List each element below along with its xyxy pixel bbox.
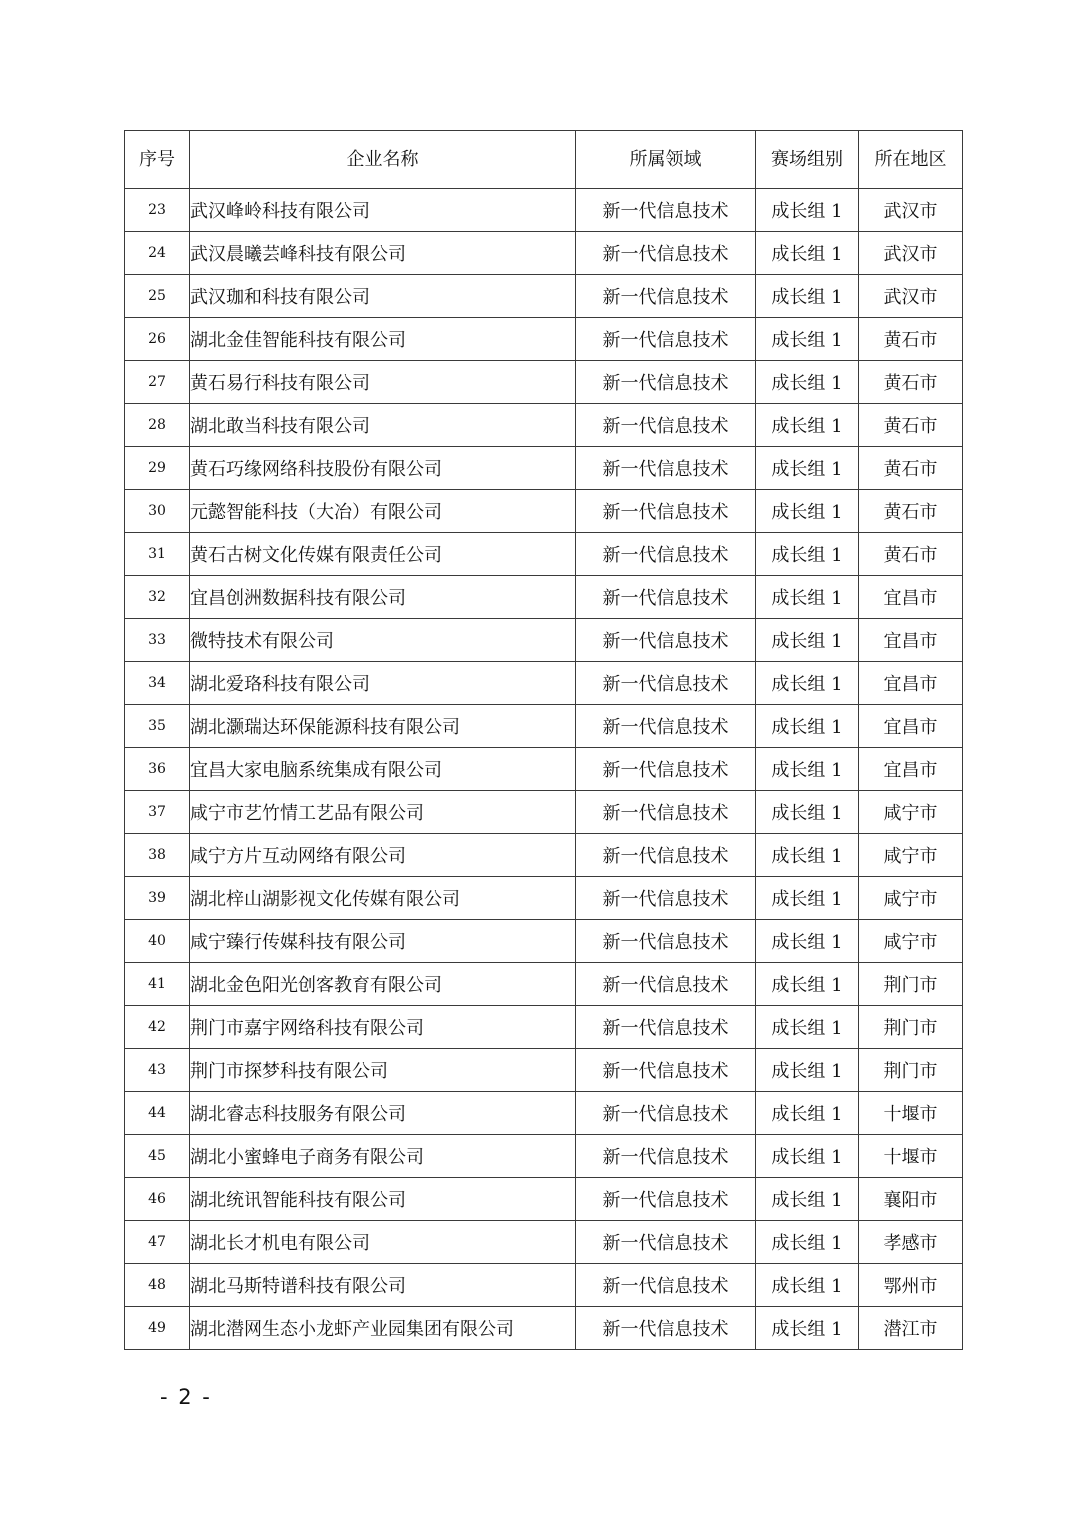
cell-competition-group: 成长组 1 [756,662,859,705]
table-row [125,318,963,361]
cell-competition-group: 成长组 1 [756,705,859,748]
cell-company-name: 元懿智能科技（大冶）有限公司 [190,490,576,533]
table-body [125,189,963,1350]
cell-company-name: 荆门市探梦科技有限公司 [190,1049,576,1092]
cell-region: 宜昌市 [859,662,963,705]
page-number: - 2 - [160,1385,212,1409]
cell-competition-group: 成长组 1 [756,1221,859,1264]
cell-field: 新一代信息技术 [576,791,756,834]
table-row [125,1307,963,1350]
cell-index: 42 [125,1006,190,1049]
cell-field: 新一代信息技术 [576,232,756,275]
cell-region: 荆门市 [859,1006,963,1049]
table-row [125,275,963,318]
cell-competition-group: 成长组 1 [756,1049,859,1092]
table-row [125,619,963,662]
table-row [125,963,963,1006]
cell-index: 26 [125,318,190,361]
cell-index: 35 [125,705,190,748]
cell-company-name: 湖北梓山湖影视文化传媒有限公司 [190,877,576,920]
cell-index: 43 [125,1049,190,1092]
cell-index: 45 [125,1135,190,1178]
cell-field: 新一代信息技术 [576,447,756,490]
cell-company-name: 咸宁臻行传媒科技有限公司 [190,920,576,963]
cell-field: 新一代信息技术 [576,318,756,361]
cell-company-name: 湖北金佳智能科技有限公司 [190,318,576,361]
table-row [125,748,963,791]
cell-competition-group: 成长组 1 [756,619,859,662]
cell-field: 新一代信息技术 [576,1221,756,1264]
cell-company-name: 湖北敢当科技有限公司 [190,404,576,447]
cell-index: 27 [125,361,190,404]
cell-company-name: 宜昌大家电脑系统集成有限公司 [190,748,576,791]
cell-index: 34 [125,662,190,705]
cell-region: 黄石市 [859,490,963,533]
table-row [125,705,963,748]
cell-field: 新一代信息技术 [576,748,756,791]
table-row [125,189,963,232]
cell-competition-group: 成长组 1 [756,791,859,834]
cell-company-name: 湖北潜网生态小龙虾产业园集团有限公司 [190,1307,576,1350]
header-region: 所在地区 [859,131,963,189]
table-row [125,1006,963,1049]
cell-company-name: 宜昌创洲数据科技有限公司 [190,576,576,619]
cell-field: 新一代信息技术 [576,361,756,404]
cell-field: 新一代信息技术 [576,189,756,232]
company-roster-table [124,130,963,1350]
cell-competition-group: 成长组 1 [756,576,859,619]
cell-region: 黄石市 [859,361,963,404]
cell-company-name: 荆门市嘉宇网络科技有限公司 [190,1006,576,1049]
cell-company-name: 黄石巧缘网络科技股份有限公司 [190,447,576,490]
header-competition-group: 赛场组别 [756,131,859,189]
cell-index: 37 [125,791,190,834]
cell-field: 新一代信息技术 [576,576,756,619]
cell-competition-group: 成长组 1 [756,189,859,232]
cell-competition-group: 成长组 1 [756,1135,859,1178]
cell-field: 新一代信息技术 [576,1006,756,1049]
cell-region: 十堰市 [859,1135,963,1178]
table-header-row [125,131,963,189]
table-row [125,1264,963,1307]
cell-region: 武汉市 [859,232,963,275]
table-row [125,920,963,963]
table-row [125,576,963,619]
table-row [125,232,963,275]
cell-region: 咸宁市 [859,877,963,920]
cell-competition-group: 成长组 1 [756,275,859,318]
cell-region: 孝感市 [859,1221,963,1264]
cell-index: 28 [125,404,190,447]
cell-competition-group: 成长组 1 [756,920,859,963]
table-row [125,877,963,920]
cell-index: 49 [125,1307,190,1350]
cell-region: 荆门市 [859,963,963,1006]
cell-company-name: 咸宁市艺竹情工艺品有限公司 [190,791,576,834]
cell-field: 新一代信息技术 [576,1092,756,1135]
cell-region: 荆门市 [859,1049,963,1092]
cell-field: 新一代信息技术 [576,533,756,576]
cell-competition-group: 成长组 1 [756,447,859,490]
cell-region: 鄂州市 [859,1264,963,1307]
cell-company-name: 微特技术有限公司 [190,619,576,662]
cell-index: 38 [125,834,190,877]
cell-company-name: 武汉珈和科技有限公司 [190,275,576,318]
cell-competition-group: 成长组 1 [756,232,859,275]
cell-index: 40 [125,920,190,963]
cell-index: 25 [125,275,190,318]
table-row [125,447,963,490]
cell-company-name: 湖北金色阳光创客教育有限公司 [190,963,576,1006]
cell-company-name: 湖北小蜜蜂电子商务有限公司 [190,1135,576,1178]
cell-index: 23 [125,189,190,232]
header-field: 所属领域 [576,131,756,189]
cell-region: 武汉市 [859,275,963,318]
cell-company-name: 湖北爱珞科技有限公司 [190,662,576,705]
cell-competition-group: 成长组 1 [756,963,859,1006]
cell-field: 新一代信息技术 [576,963,756,1006]
cell-competition-group: 成长组 1 [756,1092,859,1135]
cell-competition-group: 成长组 1 [756,1264,859,1307]
cell-company-name: 湖北睿志科技服务有限公司 [190,1092,576,1135]
cell-field: 新一代信息技术 [576,662,756,705]
cell-index: 46 [125,1178,190,1221]
cell-field: 新一代信息技术 [576,490,756,533]
cell-competition-group: 成长组 1 [756,490,859,533]
cell-company-name: 武汉峰岭科技有限公司 [190,189,576,232]
cell-company-name: 湖北马斯特谱科技有限公司 [190,1264,576,1307]
cell-index: 48 [125,1264,190,1307]
cell-region: 咸宁市 [859,791,963,834]
cell-region: 宜昌市 [859,748,963,791]
table-row [125,404,963,447]
table-row [125,791,963,834]
cell-region: 黄石市 [859,318,963,361]
cell-competition-group: 成长组 1 [756,533,859,576]
cell-competition-group: 成长组 1 [756,1006,859,1049]
table-row [125,1092,963,1135]
cell-field: 新一代信息技术 [576,1135,756,1178]
cell-index: 33 [125,619,190,662]
cell-field: 新一代信息技术 [576,920,756,963]
cell-index: 30 [125,490,190,533]
cell-company-name: 湖北长才机电有限公司 [190,1221,576,1264]
table-row [125,1049,963,1092]
cell-competition-group: 成长组 1 [756,748,859,791]
cell-index: 39 [125,877,190,920]
cell-company-name: 湖北灏瑞达环保能源科技有限公司 [190,705,576,748]
cell-field: 新一代信息技术 [576,619,756,662]
cell-region: 宜昌市 [859,576,963,619]
cell-region: 黄石市 [859,404,963,447]
header-index: 序号 [125,131,190,189]
cell-region: 襄阳市 [859,1178,963,1221]
cell-index: 41 [125,963,190,1006]
cell-field: 新一代信息技术 [576,404,756,447]
table-row [125,533,963,576]
cell-index: 36 [125,748,190,791]
table-row [125,1178,963,1221]
cell-competition-group: 成长组 1 [756,318,859,361]
cell-company-name: 武汉晨曦芸峰科技有限公司 [190,232,576,275]
cell-index: 47 [125,1221,190,1264]
cell-competition-group: 成长组 1 [756,1307,859,1350]
cell-region: 黄石市 [859,447,963,490]
cell-field: 新一代信息技术 [576,1307,756,1350]
cell-competition-group: 成长组 1 [756,877,859,920]
header-company-name: 企业名称 [190,131,576,189]
cell-field: 新一代信息技术 [576,705,756,748]
cell-region: 十堰市 [859,1092,963,1135]
cell-field: 新一代信息技术 [576,275,756,318]
cell-competition-group: 成长组 1 [756,1178,859,1221]
cell-company-name: 黄石易行科技有限公司 [190,361,576,404]
cell-competition-group: 成长组 1 [756,404,859,447]
cell-region: 武汉市 [859,189,963,232]
cell-field: 新一代信息技术 [576,1049,756,1092]
table-row [125,834,963,877]
cell-region: 黄石市 [859,533,963,576]
cell-company-name: 咸宁方片互动网络有限公司 [190,834,576,877]
table-row [125,361,963,404]
cell-region: 咸宁市 [859,920,963,963]
cell-field: 新一代信息技术 [576,1264,756,1307]
table-row [125,1221,963,1264]
cell-field: 新一代信息技术 [576,1178,756,1221]
cell-competition-group: 成长组 1 [756,361,859,404]
cell-region: 宜昌市 [859,705,963,748]
cell-index: 31 [125,533,190,576]
cell-region: 宜昌市 [859,619,963,662]
cell-company-name: 黄石古树文化传媒有限责任公司 [190,533,576,576]
cell-company-name: 湖北统讯智能科技有限公司 [190,1178,576,1221]
cell-index: 29 [125,447,190,490]
table-row [125,662,963,705]
table-row [125,1135,963,1178]
cell-index: 24 [125,232,190,275]
cell-field: 新一代信息技术 [576,834,756,877]
cell-competition-group: 成长组 1 [756,834,859,877]
cell-field: 新一代信息技术 [576,877,756,920]
cell-region: 潜江市 [859,1307,963,1350]
table-row [125,490,963,533]
cell-index: 32 [125,576,190,619]
cell-region: 咸宁市 [859,834,963,877]
cell-index: 44 [125,1092,190,1135]
